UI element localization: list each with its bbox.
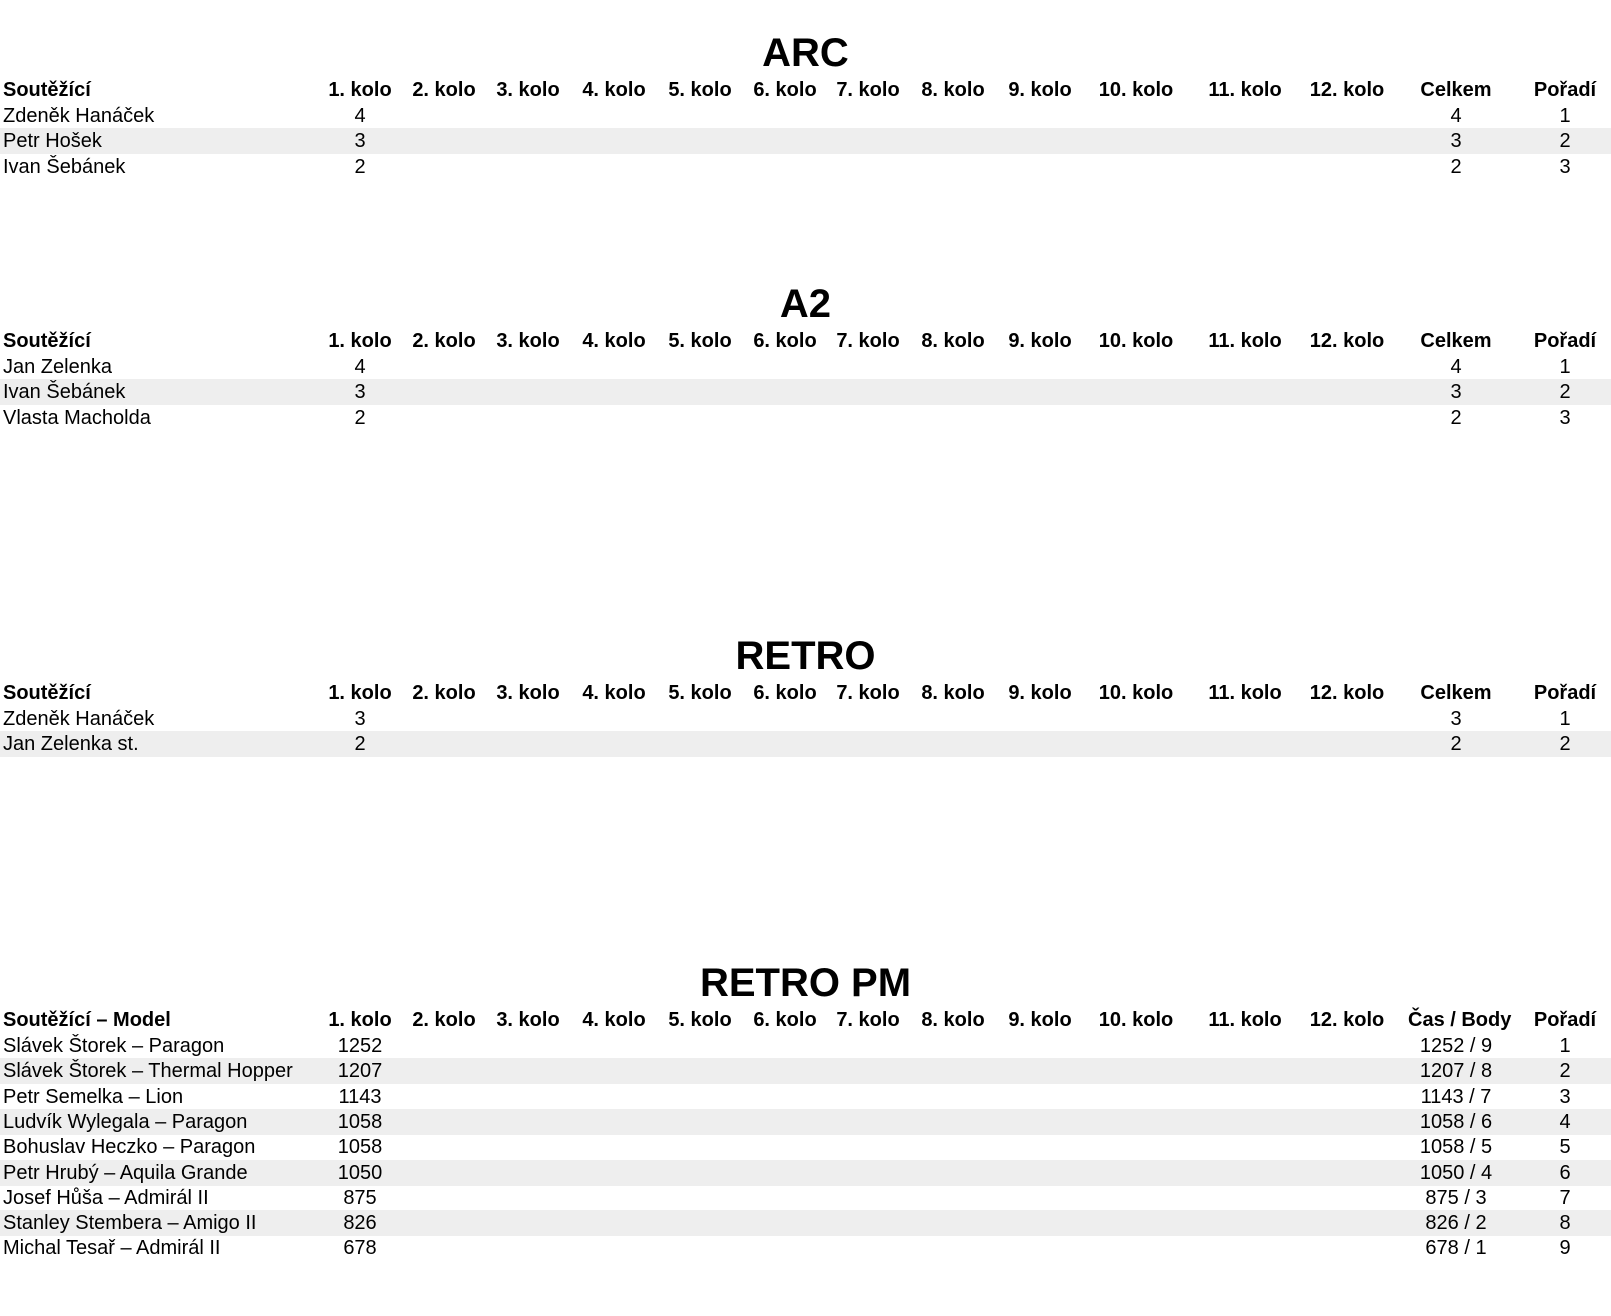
rank-value: 3	[1559, 1085, 1571, 1108]
header-total: Celkem	[1420, 682, 1492, 704]
rank-value: 2	[1559, 130, 1571, 153]
header-round-4: 4. kolo	[582, 330, 646, 352]
header-round-9: 9. kolo	[1008, 330, 1072, 352]
rank-value: 2	[1559, 381, 1571, 404]
round-1-value: 4	[354, 105, 366, 127]
header-round-10: 10. kolo	[1098, 330, 1174, 352]
table-row	[0, 1134, 1611, 1160]
rank-value: 2	[1559, 733, 1571, 756]
header-round-7: 7. kolo	[836, 1009, 900, 1031]
competitor-name: Zdeněk Hanáček	[3, 708, 155, 730]
competitor-name: Zdeněk Hanáček	[3, 105, 155, 127]
competitor-name: Michal Tesař – Admirál II	[3, 1237, 221, 1260]
header-rank: Pořadí	[1533, 330, 1597, 352]
rank-value: 1	[1559, 708, 1571, 730]
header-round-11: 11. kolo	[1208, 330, 1282, 352]
table-row	[0, 1084, 1611, 1110]
header-round-12: 12. kolo	[1309, 1009, 1385, 1031]
competitor-name: Ivan Šebánek	[3, 155, 126, 178]
header-round-5: 5. kolo	[668, 1009, 732, 1031]
header-round-7: 7. kolo	[836, 682, 900, 704]
table-row	[0, 103, 1611, 129]
table-row	[0, 1160, 1611, 1186]
table-row	[0, 1235, 1611, 1261]
table-row	[0, 405, 1611, 431]
table-row	[0, 1210, 1611, 1236]
competitor-name: Josef Hůša – Admirál II	[3, 1186, 209, 1209]
header-round-6: 6. kolo	[753, 1009, 817, 1031]
table-row	[0, 706, 1611, 732]
header-round-2: 2. kolo	[412, 330, 476, 352]
section-title: RETRO PM	[699, 961, 912, 1005]
header-total: Čas / Body	[1408, 1009, 1512, 1031]
round-1-value: 826	[343, 1212, 377, 1235]
competitor-name: Petr Hrubý – Aquila Grande	[3, 1161, 248, 1184]
table-row	[0, 1058, 1611, 1084]
section-title: ARC	[762, 31, 849, 75]
competitor-name: Ludvík Wylegala – Paragon	[3, 1110, 248, 1133]
header-total: Celkem	[1420, 79, 1492, 101]
round-1-value: 4	[354, 356, 366, 378]
competitor-name: Slávek Štorek – Paragon	[3, 1035, 225, 1057]
header-round-3: 3. kolo	[496, 330, 560, 352]
header-competitor: Soutěžící	[3, 682, 91, 704]
table-header	[0, 680, 1611, 706]
header-round-9: 9. kolo	[1008, 1009, 1072, 1031]
total-value: 826 / 2	[1425, 1212, 1487, 1235]
header-round-4: 4. kolo	[582, 79, 646, 101]
total-value: 4	[1450, 105, 1462, 127]
section-title: A2	[779, 282, 832, 326]
table-row	[0, 1033, 1611, 1059]
round-1-value: 1207	[337, 1060, 383, 1083]
header-round-2: 2. kolo	[412, 682, 476, 704]
table-row	[0, 379, 1611, 405]
competitor-name: Jan Zelenka	[3, 356, 112, 378]
header-competitor: Soutěžící	[3, 330, 91, 352]
header-round-1: 1. kolo	[328, 330, 392, 352]
table-header	[0, 1007, 1611, 1033]
header-round-11: 11. kolo	[1208, 682, 1282, 704]
header-round-4: 4. kolo	[582, 1009, 646, 1031]
competitor-name: Petr Semelka – Lion	[3, 1085, 184, 1108]
competitor-name: Jan Zelenka st.	[3, 733, 139, 756]
header-round-8: 8. kolo	[921, 1009, 985, 1031]
header-round-7: 7. kolo	[836, 79, 900, 101]
total-value: 3	[1450, 708, 1462, 730]
table-row	[0, 154, 1611, 180]
table-header	[0, 328, 1611, 354]
rank-value: 4	[1559, 1110, 1571, 1133]
header-round-10: 10. kolo	[1098, 79, 1174, 101]
round-1-value: 1252	[337, 1035, 383, 1057]
round-1-value: 1058	[337, 1110, 383, 1133]
competitor-name: Slávek Štorek – Thermal Hopper	[3, 1060, 293, 1083]
header-round-2: 2. kolo	[412, 79, 476, 101]
header-round-2: 2. kolo	[412, 1009, 476, 1031]
header-round-10: 10. kolo	[1098, 682, 1174, 704]
total-value: 1207 / 8	[1419, 1060, 1493, 1083]
competitor-name: Bohuslav Heczko – Paragon	[3, 1136, 256, 1159]
header-round-1: 1. kolo	[328, 1009, 392, 1031]
total-value: 3	[1450, 381, 1462, 404]
header-round-4: 4. kolo	[582, 682, 646, 704]
header-competitor: Soutěžící	[3, 79, 91, 101]
total-value: 3	[1450, 130, 1462, 153]
table-row	[0, 1185, 1611, 1211]
total-value: 2	[1450, 733, 1462, 756]
round-1-value: 3	[354, 130, 366, 153]
rank-value: 8	[1559, 1212, 1571, 1235]
total-value: 1143 / 7	[1420, 1085, 1492, 1108]
rank-value: 3	[1559, 406, 1571, 429]
total-value: 1058 / 6	[1419, 1110, 1493, 1133]
total-value: 1050 / 4	[1419, 1161, 1493, 1184]
section-title: RETRO	[735, 634, 876, 678]
total-value: 1252 / 9	[1419, 1035, 1493, 1057]
total-value: 2	[1450, 406, 1462, 429]
total-value: 1058 / 5	[1419, 1136, 1493, 1159]
header-rank: Pořadí	[1533, 682, 1597, 704]
round-1-value: 3	[354, 381, 366, 404]
header-round-12: 12. kolo	[1309, 330, 1385, 352]
header-round-1: 1. kolo	[328, 682, 392, 704]
round-1-value: 2	[354, 733, 366, 756]
header-round-9: 9. kolo	[1008, 682, 1072, 704]
competitor-name: Vlasta Macholda	[3, 406, 151, 429]
competitor-name: Stanley Stembera – Amigo II	[3, 1212, 257, 1235]
total-value: 4	[1450, 356, 1462, 378]
header-round-6: 6. kolo	[753, 682, 817, 704]
round-1-value: 2	[354, 155, 366, 178]
rank-value: 1	[1559, 1035, 1571, 1057]
header-round-9: 9. kolo	[1008, 79, 1072, 101]
header-rank: Pořadí	[1533, 79, 1597, 101]
round-1-value: 3	[354, 708, 366, 730]
header-round-5: 5. kolo	[668, 682, 732, 704]
header-total: Celkem	[1420, 330, 1492, 352]
header-rank: Pořadí	[1533, 1009, 1597, 1031]
header-round-12: 12. kolo	[1309, 682, 1385, 704]
header-round-11: 11. kolo	[1208, 79, 1282, 101]
header-round-3: 3. kolo	[496, 79, 560, 101]
header-round-3: 3. kolo	[496, 682, 560, 704]
rank-value: 9	[1559, 1237, 1571, 1260]
header-round-3: 3. kolo	[496, 1009, 560, 1031]
header-round-7: 7. kolo	[836, 330, 900, 352]
rank-value: 7	[1559, 1186, 1571, 1209]
header-round-1: 1. kolo	[328, 79, 392, 101]
header-round-6: 6. kolo	[753, 79, 817, 101]
total-value: 678 / 1	[1425, 1237, 1487, 1260]
rank-value: 1	[1559, 105, 1571, 127]
header-competitor: Soutěžící – Model	[3, 1009, 171, 1031]
header-round-12: 12. kolo	[1309, 79, 1385, 101]
rank-value: 5	[1559, 1136, 1571, 1159]
rank-value: 2	[1559, 1060, 1571, 1083]
table-row	[0, 1109, 1611, 1135]
total-value: 2	[1450, 155, 1462, 178]
round-1-value: 678	[343, 1237, 377, 1260]
header-round-8: 8. kolo	[921, 682, 985, 704]
competitor-name: Petr Hošek	[3, 130, 102, 153]
table-row	[0, 128, 1611, 154]
rank-value: 3	[1559, 155, 1571, 178]
round-1-value: 1050	[337, 1161, 383, 1184]
round-1-value: 2	[354, 406, 366, 429]
header-round-8: 8. kolo	[921, 79, 985, 101]
header-round-10: 10. kolo	[1098, 1009, 1174, 1031]
header-round-8: 8. kolo	[921, 330, 985, 352]
rank-value: 6	[1559, 1161, 1571, 1184]
total-value: 875 / 3	[1425, 1186, 1487, 1209]
competitor-name: Ivan Šebánek	[3, 381, 126, 404]
header-round-5: 5. kolo	[668, 330, 732, 352]
header-round-5: 5. kolo	[668, 79, 732, 101]
table-header	[0, 77, 1611, 103]
table-row	[0, 354, 1611, 380]
table-row	[0, 731, 1611, 757]
header-round-6: 6. kolo	[753, 330, 817, 352]
round-1-value: 1058	[337, 1136, 383, 1159]
round-1-value: 875	[343, 1186, 377, 1209]
rank-value: 1	[1559, 356, 1571, 378]
header-round-11: 11. kolo	[1208, 1009, 1282, 1031]
round-1-value: 1143	[338, 1085, 382, 1108]
